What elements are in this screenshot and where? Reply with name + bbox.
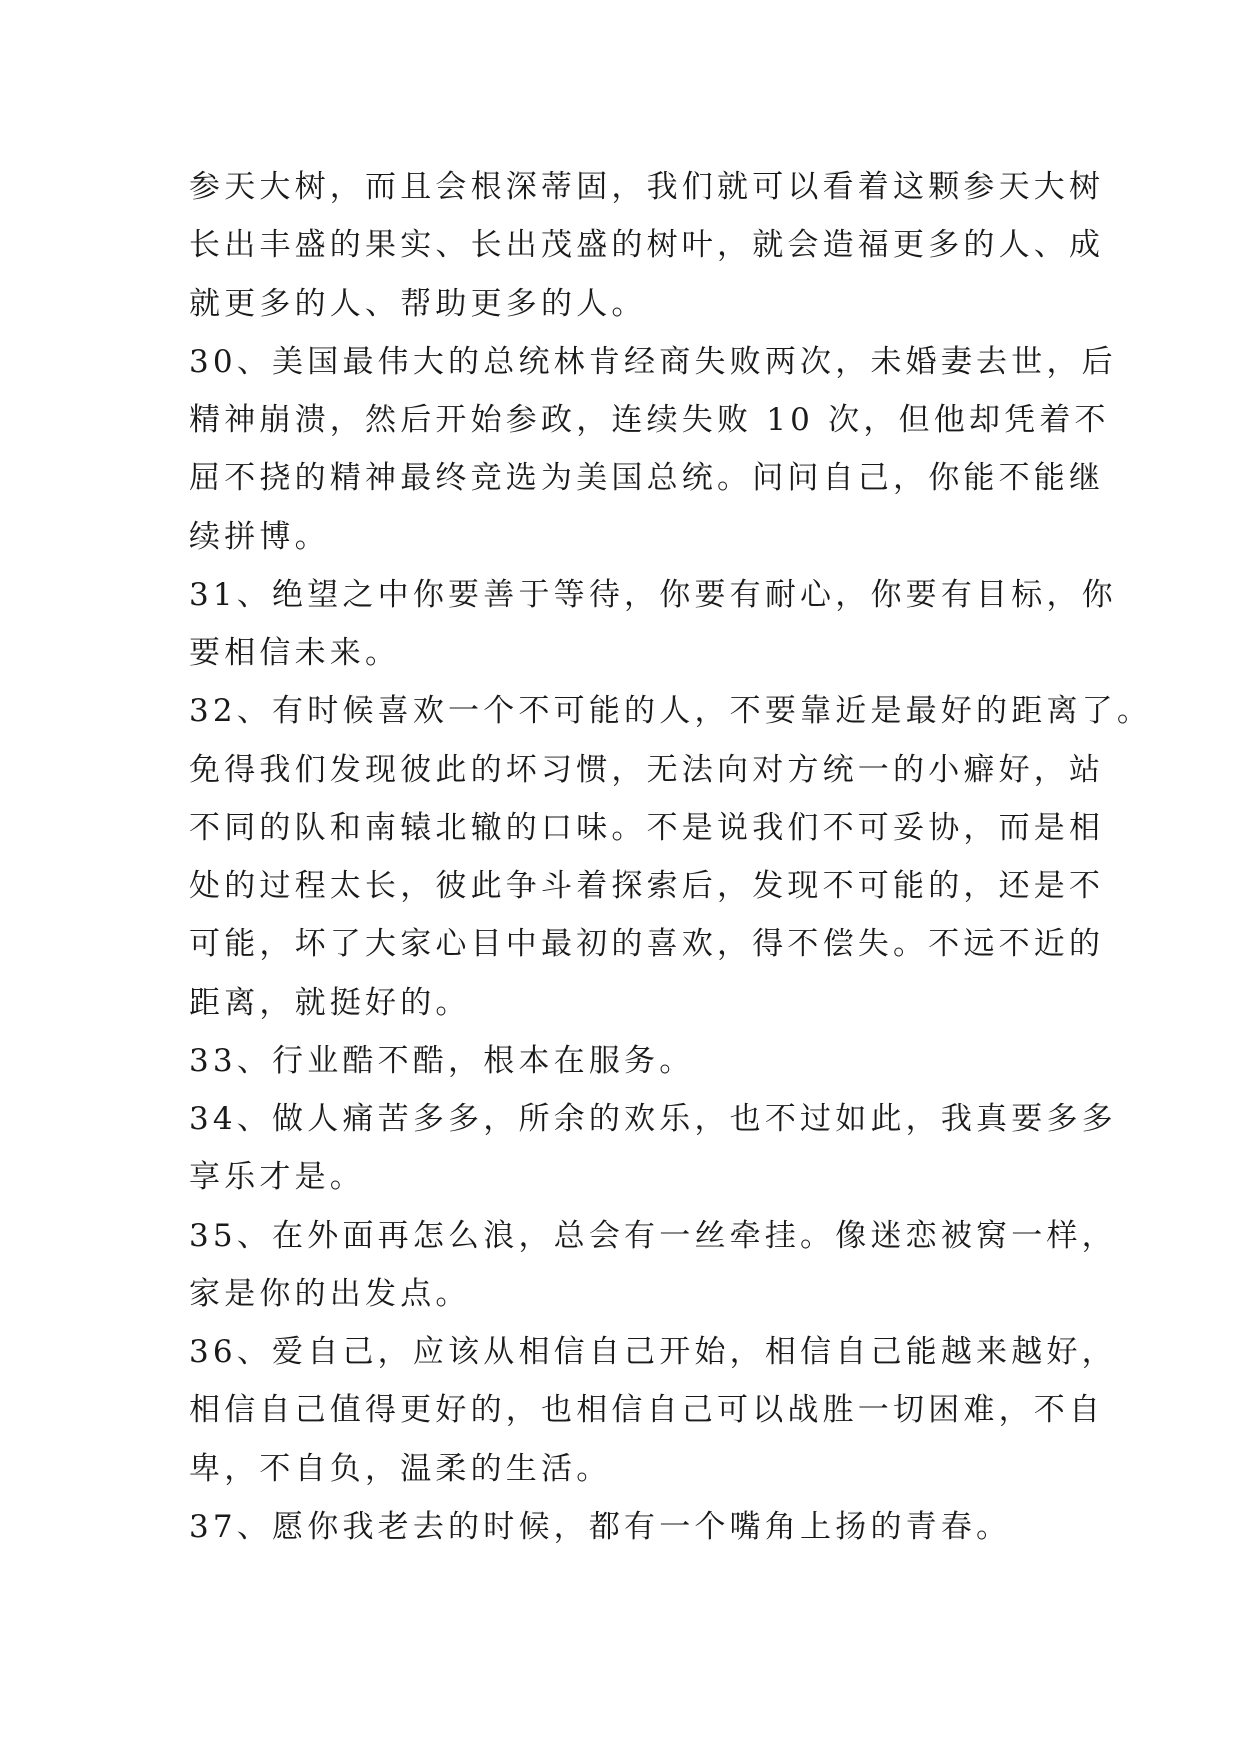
text-line: 距离，就挺好的。 [189,984,471,1021]
text-line: 长出丰盛的果实、长出茂盛的树叶，就会造福更多的人、成 [189,227,1105,264]
text-line: 不同的队和南辕北辙的口味。不是说我们不可妥协，而是相 [189,809,1105,846]
text-line: 34、做人痛苦多多，所余的欢乐，也不过如此，我真要多多 [189,1101,1117,1137]
text-line: 精神崩溃，然后开始参政，连续失败 10 次，但他却凭着不 [189,402,1110,438]
text-line: 免得我们发现彼此的坏习惯，无法向对方统一的小癖好，站 [189,751,1105,788]
text-line: 33、行业酷不酷，根本在服务。 [189,1042,695,1079]
text-line: 35、在外面再怎么浪，总会有一丝牵挂。像迷恋被窝一样， [189,1217,1117,1254]
text-line: 处的过程太长，彼此争斗着探索后，发现不可能的，还是不 [189,868,1105,904]
text-line: 就更多的人、帮助更多的人。 [189,285,647,322]
text-line: 可能，坏了大家心目中最初的喜欢，得不偿失。不远不近的 [189,926,1105,963]
text-line: 36、爱自己，应该从相信自己开始，相信自己能越来越好， [189,1334,1117,1370]
text-line: 31、绝望之中你要善于等待，你要有耐心，你要有目标，你 [189,576,1117,613]
document-body [189,158,1153,1556]
text-line: 37、愿你我老去的时候，都有一个嘴角上扬的青春。 [189,1508,1012,1545]
text-line: 30、美国最伟大的总统林肯经商失败两次，未婚妻去世，后 [189,343,1117,380]
text-line: 家是你的出发点。 [189,1275,471,1312]
text-line: 参天大树，而且会根深蒂固，我们就可以看着这颗参天大树 [189,169,1105,205]
text-line: 要相信未来。 [189,635,401,671]
text-line: 屈不挠的精神最终竞选为美国总统。问问自己，你能不能继 [189,460,1105,497]
text-line: 卑，不自负，温柔的生活。 [189,1450,612,1487]
text-line: 32、有时候喜欢一个不可能的人，不要靠近是最好的距离了。 [189,693,1153,730]
text-line: 享乐才是。 [189,1159,365,1196]
text-line: 续拼博。 [189,518,330,555]
text-line: 相信自己值得更好的，也相信自己可以战胜一切困难，不自 [189,1392,1105,1429]
